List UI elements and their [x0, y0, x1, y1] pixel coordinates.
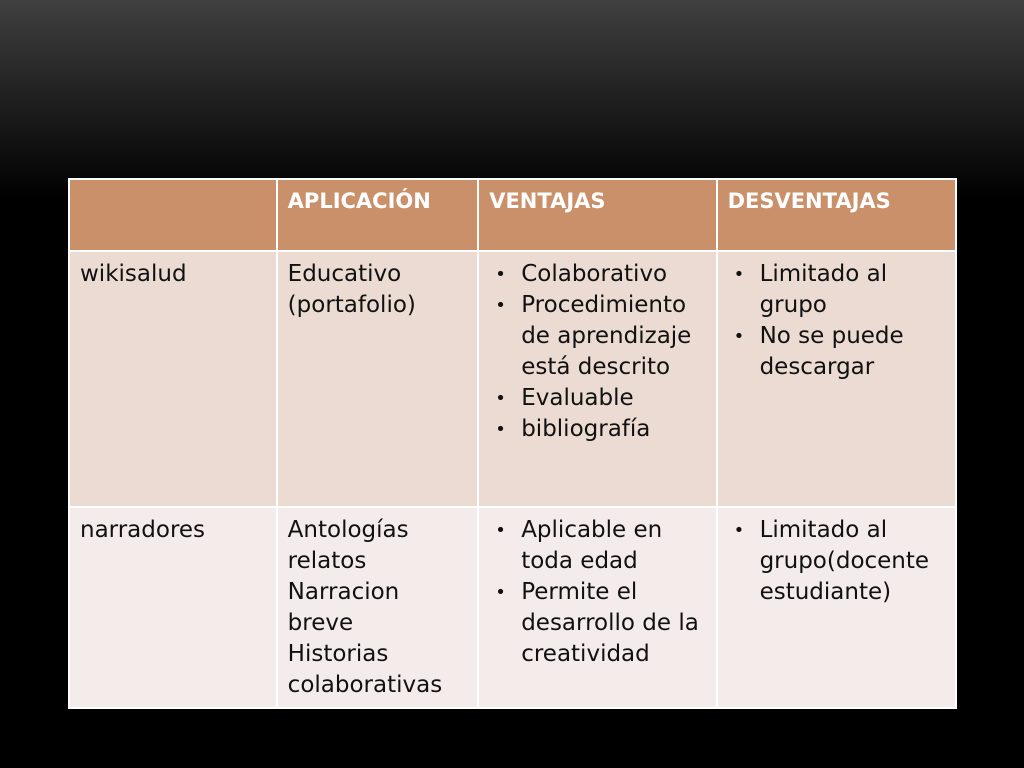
list-item: • Evaluable: [489, 383, 705, 414]
advantages-cell: [478, 507, 716, 708]
advantages-list: [489, 259, 705, 445]
application-line: Historias colaborativas: [287, 641, 443, 698]
list-item: • Aplicable en toda edad: [489, 515, 705, 577]
header-desventajas: DESVENTAJAS: [717, 179, 956, 251]
list-item: • bibliografía: [489, 414, 705, 445]
list-item: • Colaborativo: [489, 259, 705, 290]
advantages-list: [489, 515, 705, 670]
table-row: [69, 507, 956, 708]
list-item: • Procedimiento de aprendizaje está descrito: [489, 290, 705, 383]
header-row: [69, 179, 956, 251]
list-item: • Limitado al grupo: [728, 259, 945, 321]
disadvantages-list: [728, 259, 945, 383]
list-item: • No se puede descargar: [728, 321, 945, 383]
table-row: [69, 251, 956, 507]
advantages-cell: [478, 251, 716, 507]
application-line: Antologías relatos: [287, 517, 409, 574]
comparison-table: [68, 178, 957, 709]
application-line: Narracion breve: [287, 579, 400, 636]
disadvantages-list: [728, 515, 945, 608]
application-cell: [277, 251, 479, 507]
application-line: Educativo (portafolio): [287, 261, 416, 318]
header-empty: [69, 179, 277, 251]
list-item: • Permite el desarrollo de la creatividad: [489, 577, 705, 670]
disadvantages-cell: [717, 507, 956, 708]
header-ventajas: VENTAJAS: [478, 179, 716, 251]
row-name: narradores: [69, 507, 277, 708]
list-item: • Limitado al grupo(docente estudiante): [728, 515, 945, 608]
row-name: wikisalud: [69, 251, 277, 507]
application-cell: [277, 507, 479, 708]
disadvantages-cell: [717, 251, 956, 507]
header-aplicacion: APLICACIÓN: [277, 179, 479, 251]
